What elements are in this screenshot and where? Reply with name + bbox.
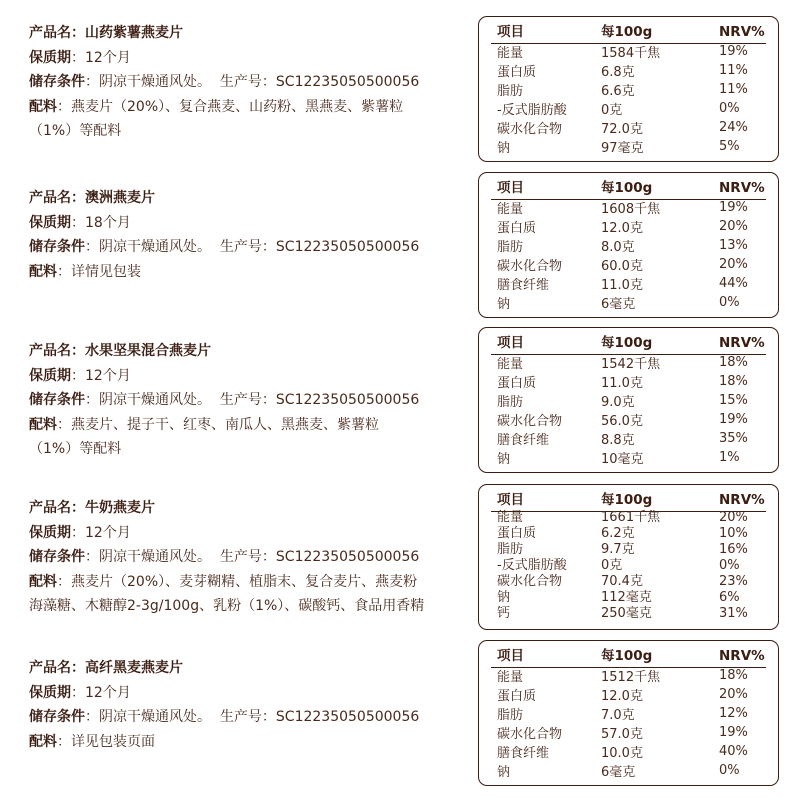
label-ingredients: 配料 (29, 98, 57, 115)
nutrient-nrv: 44% (719, 276, 748, 291)
nutrient-amount: 12.0克 (601, 689, 643, 704)
nutrient-name: 钠 (497, 765, 511, 780)
product-name-row: 产品名：山药紫薯燕麦片 (29, 25, 183, 41)
product-block-3 (29, 339, 459, 462)
shelf-life-row: 保质期：12个月 (29, 49, 131, 66)
header-item: 项目 (497, 492, 524, 508)
nutrient-name: 能量 (497, 202, 524, 217)
product-name: 高纤黑麦燕麦片 (85, 660, 183, 676)
shelf-life-row: 保质期：12个月 (29, 367, 131, 384)
code-label: 生产号： (219, 709, 276, 725)
nutrient-nrv: 5% (719, 139, 740, 154)
nutrient-name: 钠 (497, 141, 511, 156)
production-code: SC12235050500056 (275, 392, 420, 408)
label-name: 产品名 (29, 343, 71, 359)
ingredients-row: 配料：燕麦片、提子干、红枣、南瓜人、黑燕麦、紫薯粒 (29, 416, 379, 433)
nutrient-nrv: 19% (719, 44, 748, 59)
nutrient-nrv: 12% (719, 706, 748, 721)
header-item: 项目 (497, 648, 524, 664)
nutrient-name: 碳水化合物 (497, 727, 563, 742)
nutrient-name: 蛋白质 (497, 65, 537, 80)
nutrient-name: 脂肪 (497, 84, 524, 99)
label-ingredients: 配料 (29, 416, 57, 433)
shelf-life-row: 保质期：12个月 (29, 684, 131, 701)
nutrient-amount: 9.7克 (601, 542, 635, 557)
product-name-row: 产品名：高纤黑麦燕麦片 (29, 660, 183, 676)
label-shelf: 保质期 (29, 684, 71, 701)
storage-row: 储存条件：阴凉干燥通风处。 生产号：SC12235050500056 (29, 549, 420, 565)
nutrition-row (497, 99, 769, 118)
nutrition-table (497, 490, 769, 622)
nutrition-row (497, 574, 769, 590)
nutrition-row (497, 704, 769, 723)
nutrition-table (497, 178, 769, 312)
nutrient-amount: 70.4克 (601, 574, 643, 589)
nutrition-row (497, 42, 769, 61)
nutrient-amount: 10毫克 (601, 452, 644, 467)
nutrient-amount: 6毫克 (601, 765, 636, 780)
label-ingredients: 配料 (29, 263, 57, 280)
product-name: 澳洲燕麦片 (85, 190, 155, 206)
ingredients-row: 配料：燕麦片（20%）、复合燕麦、山药粉、黑燕麦、紫薯粒 (29, 98, 404, 115)
nutrient-amount: 6.8克 (601, 65, 635, 80)
nutrient-amount: 10.0克 (601, 746, 643, 761)
label-shelf: 保质期 (29, 214, 71, 231)
nutrient-name: 钠 (497, 297, 511, 312)
storage-row: 储存条件：阴凉干燥通风处。 生产号：SC12235050500056 (29, 709, 420, 725)
nutrient-nrv: 15% (719, 393, 748, 408)
header-nrv: NRV% (719, 24, 765, 40)
nutrition-header-row (497, 646, 769, 666)
product-name: 水果坚果混合燕麦片 (85, 343, 211, 359)
nutrition-row (497, 217, 769, 236)
nutrient-nrv: 0% (719, 558, 740, 573)
storage-value: 阴凉干燥通风处。 (99, 239, 211, 255)
ingredients-line-1: 详情见包装 (71, 263, 141, 280)
product-block-1 (29, 21, 459, 144)
label-ingredients: 配料 (29, 733, 57, 750)
nutrient-nrv: 19% (719, 725, 748, 740)
nutrient-amount: 56.0克 (601, 414, 643, 429)
nutrient-name: 能量 (497, 357, 524, 372)
nutrient-name: 能量 (497, 510, 524, 525)
code-label: 生产号： (219, 74, 276, 90)
label-name: 产品名 (29, 190, 71, 206)
nutrition-row (497, 372, 769, 391)
nutrient-amount: 7.0克 (601, 708, 635, 723)
nutrition-table (497, 333, 769, 467)
nutrient-amount: 6.2克 (601, 526, 635, 541)
nutrient-nrv: 31% (719, 606, 748, 621)
shelf-life-value: 12个月 (85, 367, 131, 384)
production-code: SC12235050500056 (275, 549, 420, 565)
nutrition-row (497, 236, 769, 255)
nutrient-amount: 11.0克 (601, 376, 643, 391)
label-shelf: 保质期 (29, 524, 71, 541)
nutrient-nrv: 18% (719, 355, 748, 370)
nutrient-nrv: 0% (719, 101, 740, 116)
label-shelf: 保质期 (29, 49, 71, 66)
nutrient-nrv: 40% (719, 744, 748, 759)
nutrient-amount: 1512千焦 (601, 670, 661, 685)
nutrient-nrv: 20% (719, 219, 748, 234)
product-block-2 (29, 186, 459, 284)
nutrition-table (497, 646, 769, 780)
nutrition-row (497, 590, 769, 606)
nutrient-nrv: 20% (719, 687, 748, 702)
nutrition-row (497, 410, 769, 429)
label-storage: 储存条件 (29, 239, 85, 255)
nutrient-name: 碳水化合物 (497, 574, 563, 589)
nutrient-name: 蛋白质 (497, 689, 537, 704)
nutrient-amount: 57.0克 (601, 727, 643, 742)
product-name-row: 产品名：牛奶燕麦片 (29, 500, 155, 516)
nutrition-row (497, 742, 769, 761)
label-storage: 储存条件 (29, 709, 85, 725)
product-name: 牛奶燕麦片 (85, 500, 155, 516)
product-name-row: 产品名：水果坚果混合燕麦片 (29, 343, 211, 359)
nutrient-nrv: 0% (719, 295, 740, 310)
ingredients-line-2: 海藻糖、木糖醇2-3g/100g、乳粉（1%）、碳酸钙、食品用香精 (29, 598, 425, 614)
nutrition-row (497, 118, 769, 137)
nutrition-row (497, 606, 769, 622)
storage-row: 储存条件：阴凉干燥通风处。 生产号：SC12235050500056 (29, 392, 420, 408)
nutrition-panel-5 (478, 640, 779, 786)
nutrient-nrv: 20% (719, 257, 748, 272)
nutrition-row (497, 761, 769, 780)
nutrition-row (497, 137, 769, 156)
nutrient-name: 能量 (497, 46, 524, 61)
ingredients-line-2: （1%）等配料 (29, 441, 122, 457)
label-shelf: 保质期 (29, 367, 71, 384)
nutrient-nrv: 6% (719, 590, 740, 605)
nutrition-header-row (497, 178, 769, 198)
ingredients-line-2: （1%）等配料 (29, 123, 122, 139)
nutrient-nrv: 11% (719, 63, 748, 78)
ingredients-cont (29, 594, 459, 619)
nutrient-nrv: 24% (719, 120, 748, 135)
nutrient-name: 碳水化合物 (497, 259, 563, 274)
nutrient-amount: 6毫克 (601, 297, 636, 312)
nutrition-row (497, 80, 769, 99)
nutrition-row (497, 255, 769, 274)
nutrition-row (497, 353, 769, 372)
nutrient-name: 脂肪 (497, 708, 524, 723)
header-nrv: NRV% (719, 180, 765, 196)
nutrient-amount: 12.0克 (601, 221, 643, 236)
nutrient-name: -反式脂肪酸 (497, 103, 567, 118)
nutrient-name: 钠 (497, 590, 511, 605)
storage-value: 阴凉干燥通风处。 (99, 709, 211, 725)
nutrition-row (497, 526, 769, 542)
header-item: 项目 (497, 335, 524, 351)
nutrition-header-row (497, 333, 769, 353)
nutrient-amount: 250毫克 (601, 606, 652, 621)
nutrition-row (497, 666, 769, 685)
ingredients-row: 配料：燕麦片（20%）、麦芽糊精、植脂末、复合麦片、燕麦粉 (29, 573, 418, 590)
production-code: SC12235050500056 (275, 239, 420, 255)
nutrient-amount: 8.8克 (601, 433, 635, 448)
nutrient-name: 脂肪 (497, 542, 524, 557)
nutrient-nrv: 1% (719, 450, 740, 465)
nutrient-nrv: 11% (719, 82, 748, 97)
shelf-life-value: 12个月 (85, 49, 131, 66)
nutrition-row (497, 558, 769, 574)
header-item: 项目 (497, 24, 524, 40)
storage-value: 阴凉干燥通风处。 (99, 549, 211, 565)
storage-value: 阴凉干燥通风处。 (99, 392, 211, 408)
shelf-life-value: 12个月 (85, 684, 131, 701)
nutrition-row (497, 274, 769, 293)
nutrition-header-row (497, 490, 769, 510)
nutrient-name: 钠 (497, 452, 511, 467)
production-code: SC12235050500056 (275, 74, 420, 90)
nutrition-table (497, 22, 769, 156)
nutrition-row (497, 391, 769, 410)
header-nrv: NRV% (719, 335, 765, 351)
nutrition-row (497, 685, 769, 704)
nutrient-amount: 0克 (601, 103, 623, 118)
label-name: 产品名 (29, 500, 71, 516)
nutrient-name: 脂肪 (497, 240, 524, 255)
nutrient-name: 蛋白质 (497, 376, 537, 391)
ingredients-cont (29, 119, 459, 144)
storage-row: 储存条件：阴凉干燥通风处。 生产号：SC12235050500056 (29, 74, 420, 90)
nutrition-panel-1 (478, 16, 779, 162)
nutrient-nrv: 19% (719, 200, 748, 215)
shelf-life-value: 18个月 (85, 214, 131, 231)
shelf-life-value: 12个月 (85, 524, 131, 541)
production-code: SC12235050500056 (275, 709, 420, 725)
shelf-life-row: 保质期：12个月 (29, 524, 131, 541)
nutrient-amount: 8.0克 (601, 240, 635, 255)
nutrient-nrv: 35% (719, 431, 748, 446)
header-per100g: 每100g (601, 492, 653, 508)
nutrient-name: -反式脂肪酸 (497, 558, 567, 573)
nutrient-nrv: 20% (719, 510, 748, 525)
nutrient-amount: 72.0克 (601, 122, 643, 137)
product-block-5 (29, 656, 459, 754)
nutrient-nrv: 19% (719, 412, 748, 427)
product-name-row: 产品名：澳洲燕麦片 (29, 190, 155, 206)
nutrient-nrv: 23% (719, 574, 748, 589)
nutrient-name: 蛋白质 (497, 221, 537, 236)
header-per100g: 每100g (601, 335, 653, 351)
nutrient-name: 膳食纤维 (497, 746, 550, 761)
nutrient-name: 膳食纤维 (497, 278, 550, 293)
nutrition-row (497, 293, 769, 312)
ingredients-cont (29, 437, 459, 462)
nutrient-name: 钙 (497, 606, 511, 621)
nutrition-row (497, 448, 769, 467)
label-ingredients: 配料 (29, 573, 57, 590)
nutrient-name: 碳水化合物 (497, 414, 563, 429)
storage-value: 阴凉干燥通风处。 (99, 74, 211, 90)
nutrition-panel-4 (478, 484, 779, 630)
header-per100g: 每100g (601, 180, 653, 196)
product-name: 山药紫薯燕麦片 (85, 25, 183, 41)
nutrient-nrv: 13% (719, 238, 748, 253)
nutrient-nrv: 18% (719, 374, 748, 389)
nutrient-amount: 11.0克 (601, 278, 643, 293)
nutrient-amount: 112毫克 (601, 590, 652, 605)
label-storage: 储存条件 (29, 549, 85, 565)
nutrient-amount: 1584千焦 (601, 46, 661, 61)
nutrient-nrv: 10% (719, 526, 748, 541)
label-storage: 储存条件 (29, 392, 85, 408)
nutrient-amount: 97毫克 (601, 141, 644, 156)
nutrition-row (497, 542, 769, 558)
code-label: 生产号： (219, 392, 276, 408)
nutrient-amount: 9.0克 (601, 395, 635, 410)
nutrition-row (497, 61, 769, 80)
ingredients-row: 配料：详情见包装 (29, 263, 141, 280)
nutrient-amount: 1661千焦 (601, 510, 661, 525)
nutrient-amount: 60.0克 (601, 259, 643, 274)
header-item: 项目 (497, 180, 524, 196)
ingredients-line-1: 详见包装页面 (71, 733, 155, 750)
nutrient-name: 膳食纤维 (497, 433, 550, 448)
nutrition-panel-3 (478, 327, 779, 473)
nutrient-nrv: 0% (719, 763, 740, 778)
nutrient-amount: 6.6克 (601, 84, 635, 99)
header-nrv: NRV% (719, 492, 765, 508)
nutrient-nrv: 18% (719, 668, 748, 683)
storage-row: 储存条件：阴凉干燥通风处。 生产号：SC12235050500056 (29, 239, 420, 255)
header-nrv: NRV% (719, 648, 765, 664)
shelf-life-row: 保质期：18个月 (29, 214, 131, 231)
nutrient-nrv: 16% (719, 542, 748, 557)
header-per100g: 每100g (601, 24, 653, 40)
nutrition-row (497, 198, 769, 217)
product-block-4 (29, 496, 459, 619)
label-storage: 储存条件 (29, 74, 85, 90)
label-name: 产品名 (29, 25, 71, 41)
nutrient-name: 能量 (497, 670, 524, 685)
code-label: 生产号： (219, 549, 276, 565)
nutrient-amount: 1542千焦 (601, 357, 661, 372)
code-label: 生产号： (219, 239, 276, 255)
ingredients-row: 配料：详见包装页面 (29, 733, 155, 750)
nutrition-row (497, 510, 769, 526)
ingredients-line-1: 燕麦片、提子干、红枣、南瓜人、黑燕麦、紫薯粒 (71, 416, 379, 433)
nutrient-amount: 1608千焦 (601, 202, 661, 217)
nutrient-name: 脂肪 (497, 395, 524, 410)
nutrient-name: 碳水化合物 (497, 122, 563, 137)
ingredients-line-1: 燕麦片（20%）、复合燕麦、山药粉、黑燕麦、紫薯粒 (71, 98, 404, 115)
nutrient-name: 蛋白质 (497, 526, 537, 541)
nutrition-header-row (497, 22, 769, 42)
nutrition-panel-2 (478, 172, 779, 318)
nutrient-amount: 0克 (601, 558, 623, 573)
label-name: 产品名 (29, 660, 71, 676)
ingredients-line-1: 燕麦片（20%）、麦芽糊精、植脂末、复合麦片、燕麦粉 (71, 573, 418, 590)
nutrition-row (497, 723, 769, 742)
nutrition-row (497, 429, 769, 448)
header-per100g: 每100g (601, 648, 653, 664)
